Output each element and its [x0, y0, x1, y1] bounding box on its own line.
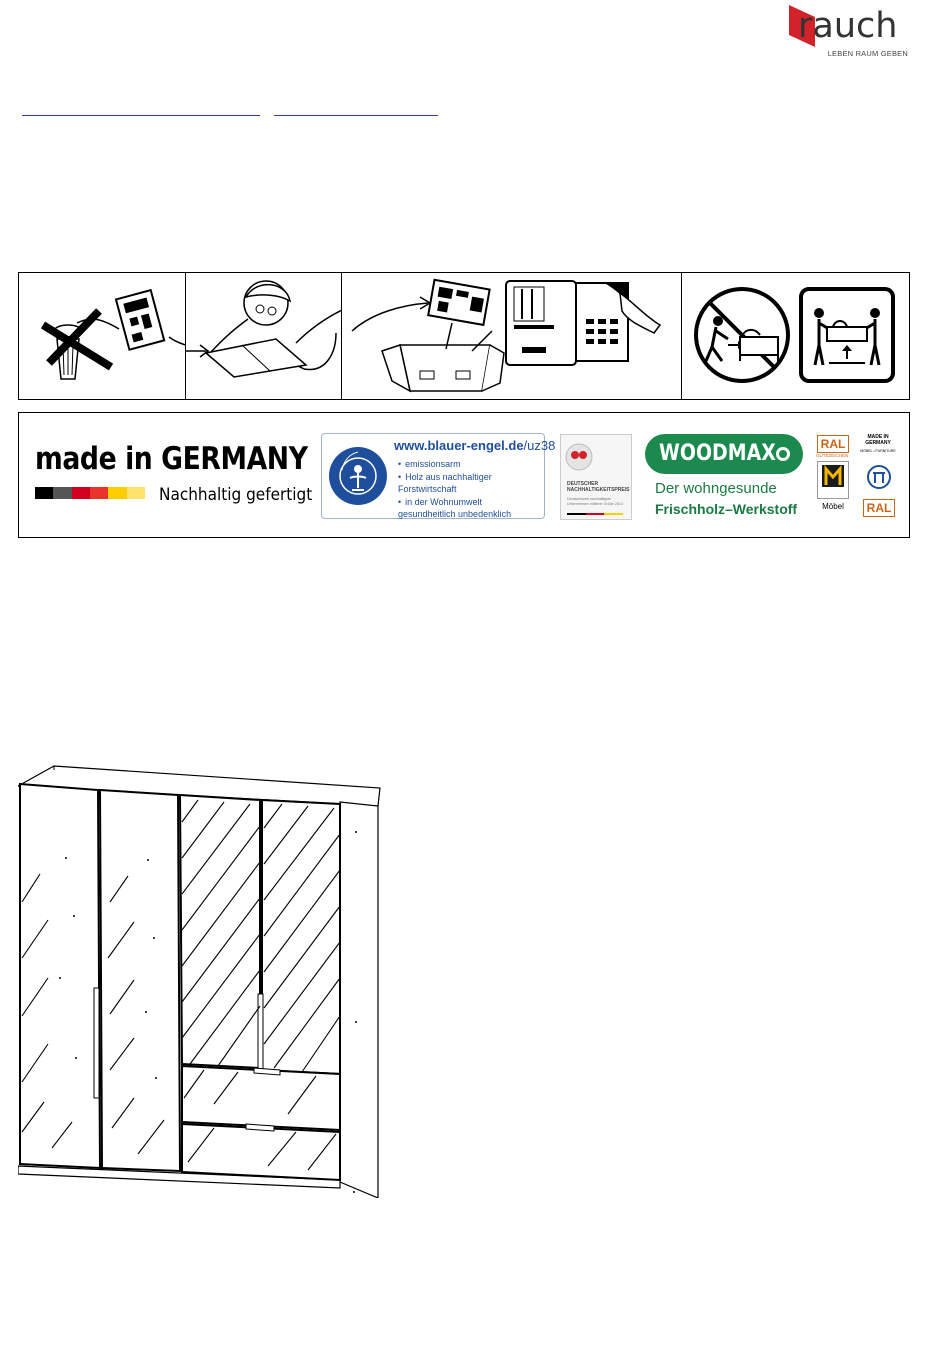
- nachhaltigkeitspreis-emblem-icon: [561, 435, 631, 479]
- woodmax-badge: [645, 434, 803, 474]
- document-link-secondary[interactable]: [274, 101, 438, 116]
- dnp-flag-stripe: [567, 513, 623, 515]
- mig-seal-icon: [863, 463, 895, 491]
- made-in-germany-subtitle: Nachhaltig gefertigt: [159, 485, 313, 505]
- woodmax-line1: Der wohngesunde: [655, 480, 777, 497]
- blauer-engel-url-suffix: /uz38: [523, 438, 556, 453]
- woodmax-name: WOODMAX: [659, 441, 776, 466]
- pictogram-file-instructions: [342, 273, 682, 399]
- instruction-pictograms: [18, 272, 910, 400]
- blauer-engel-url: [394, 438, 555, 453]
- no-trash-icon: [19, 273, 185, 399]
- wardrobe-drawing: [18, 762, 382, 1198]
- ral-moebel-label: Möbel: [822, 502, 844, 511]
- blauer-engel-seal-icon: [328, 440, 388, 510]
- ral-moebel-seal-icon: [817, 461, 849, 499]
- pictogram-handling: [682, 273, 909, 399]
- ral-gutezeichen: GÜTEZEICHEN: [816, 453, 849, 458]
- mig-badge-sub: MÖBEL • FURNITURE: [860, 449, 896, 453]
- blauer-engel-criteria: [398, 458, 544, 521]
- lift-furniture-icon: [799, 287, 899, 387]
- pictogram-read-instructions: [186, 273, 342, 399]
- pictogram-keep-instructions: [19, 273, 186, 399]
- file-instructions-icon: [342, 273, 681, 399]
- nachhaltigkeitspreis-logo: [560, 434, 632, 520]
- nachhaltigkeitspreis-title: DEUTSCHER NACHHALTIGKEITSPREIS: [567, 481, 630, 493]
- mig-badge: MADE IN GERMANY: [865, 434, 891, 446]
- blauer-engel-item: • emissionsarm: [398, 458, 544, 471]
- woodmax-line2: Frischholz–Werkstoff: [655, 501, 798, 517]
- blauer-engel-item: • in der Wohnumwelt gesundheitlich unbedenklich: [398, 496, 538, 521]
- blauer-engel-url-main: www.blauer-engel.de: [394, 438, 524, 453]
- document-link[interactable]: [22, 101, 260, 116]
- ral-label-bottom: RAL: [863, 499, 895, 517]
- woodmax-leaf-icon: [773, 444, 793, 464]
- blauer-engel-item: • Holz aus nachhaltiger Forstwirtschaft: [398, 471, 544, 496]
- made-in-germany-title: made in GERMANY: [35, 441, 308, 477]
- blauer-engel-box: [321, 433, 556, 519]
- germany-flag-stripe: [35, 487, 145, 499]
- read-instructions-icon: [186, 273, 341, 399]
- ral-label-top: RAL: [817, 435, 849, 453]
- brand-name: rauch: [798, 6, 898, 46]
- brand-tagline: LEBEN RAUM GEBEN: [827, 49, 908, 58]
- nachhaltigkeitspreis-subtitle: Deutschlands nachhaltigste Unternehmen mittlerer Größe 2014: [567, 497, 623, 506]
- certification-logos: [18, 412, 910, 538]
- rauch-logo: [785, 2, 910, 60]
